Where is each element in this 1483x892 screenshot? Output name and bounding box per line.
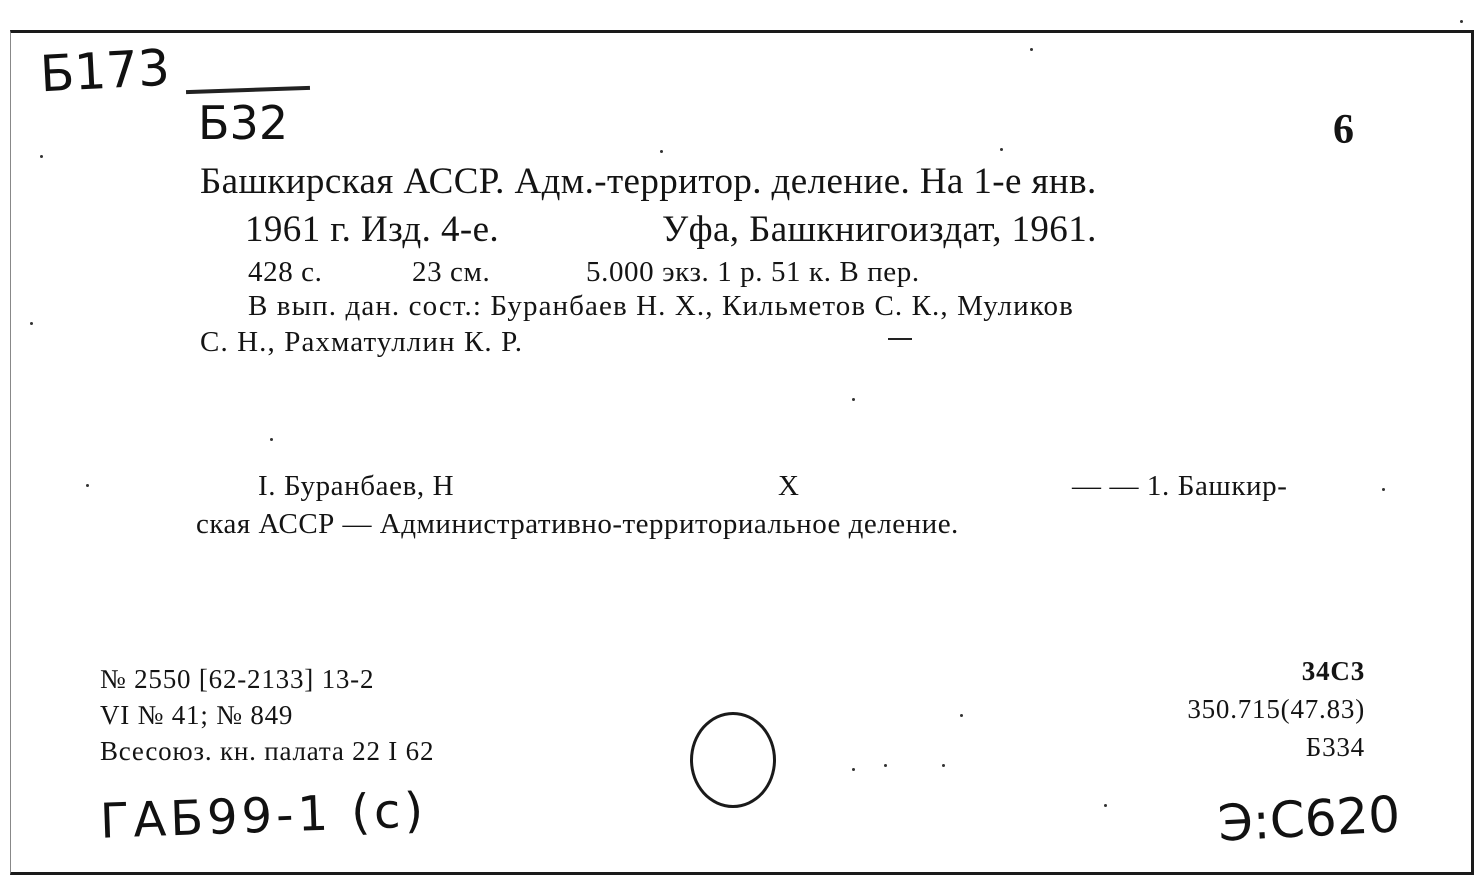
- entry-compilers-line1: В вып. дан. сост.: Буранбаев Н. Х., Кильметов С. К., Муликов: [248, 290, 1074, 322]
- speck: [852, 768, 855, 771]
- footer-right-line1: 34С3: [1301, 656, 1365, 686]
- footer-left-line2: VI № 41; № 849: [100, 700, 294, 730]
- card-number: 6: [1333, 107, 1354, 153]
- speck: [1382, 488, 1385, 491]
- speck: [40, 155, 43, 158]
- speck: [942, 764, 945, 767]
- speck: [1460, 20, 1463, 23]
- entry-title: Башкирская АССР. Адм.-территор. деление. На 1-е янв.: [200, 161, 1097, 202]
- tracing-line1-right: — — 1. Башкир-: [1072, 470, 1288, 502]
- punch-hole: [690, 712, 776, 808]
- entry-edition: 1961 г. Изд. 4-е.: [245, 209, 500, 250]
- speck: [852, 398, 855, 401]
- stray-mark: [888, 338, 912, 340]
- tracing-line2: ская АССР — Административно-территориальное деление.: [196, 508, 959, 540]
- tracing-line1-left: I. Буранбаев, Н: [258, 470, 455, 502]
- entry-print-run: 5.000 экз. 1 р. 51 к. В пер.: [586, 256, 920, 288]
- footer-left-line1: № 2550 [62-2133] 13-2: [100, 664, 375, 694]
- tracing-line1-mid: Х: [778, 470, 800, 502]
- speck: [270, 438, 273, 441]
- handwritten-inventory-right: Э:С620: [1216, 785, 1402, 853]
- handwritten-inventory-left: ГАБ99-1 (с): [99, 782, 428, 850]
- handwritten-shelfmark: Б173: [38, 38, 172, 104]
- speck: [1104, 804, 1107, 807]
- footer-right-line2: 350.715(47.83): [1187, 694, 1365, 724]
- speck: [660, 150, 663, 153]
- entry-publisher: Уфа, Башкнигоиздат, 1961.: [662, 209, 1097, 250]
- speck: [30, 322, 33, 325]
- footer-left-line3: Всесоюз. кн. палата 22 I 62: [100, 736, 435, 766]
- speck: [960, 714, 963, 717]
- entry-pages: 428 с.: [248, 256, 323, 288]
- speck: [86, 484, 89, 487]
- entry-compilers-line2: С. Н., Рахматуллин К. Р.: [200, 326, 524, 358]
- speck: [1030, 48, 1033, 51]
- entry-size: 23 см.: [412, 256, 491, 288]
- speck: [884, 764, 887, 767]
- footer-right-line3: Б334: [1305, 732, 1365, 762]
- speck: [1000, 148, 1003, 151]
- handwritten-code: Б32: [198, 96, 289, 150]
